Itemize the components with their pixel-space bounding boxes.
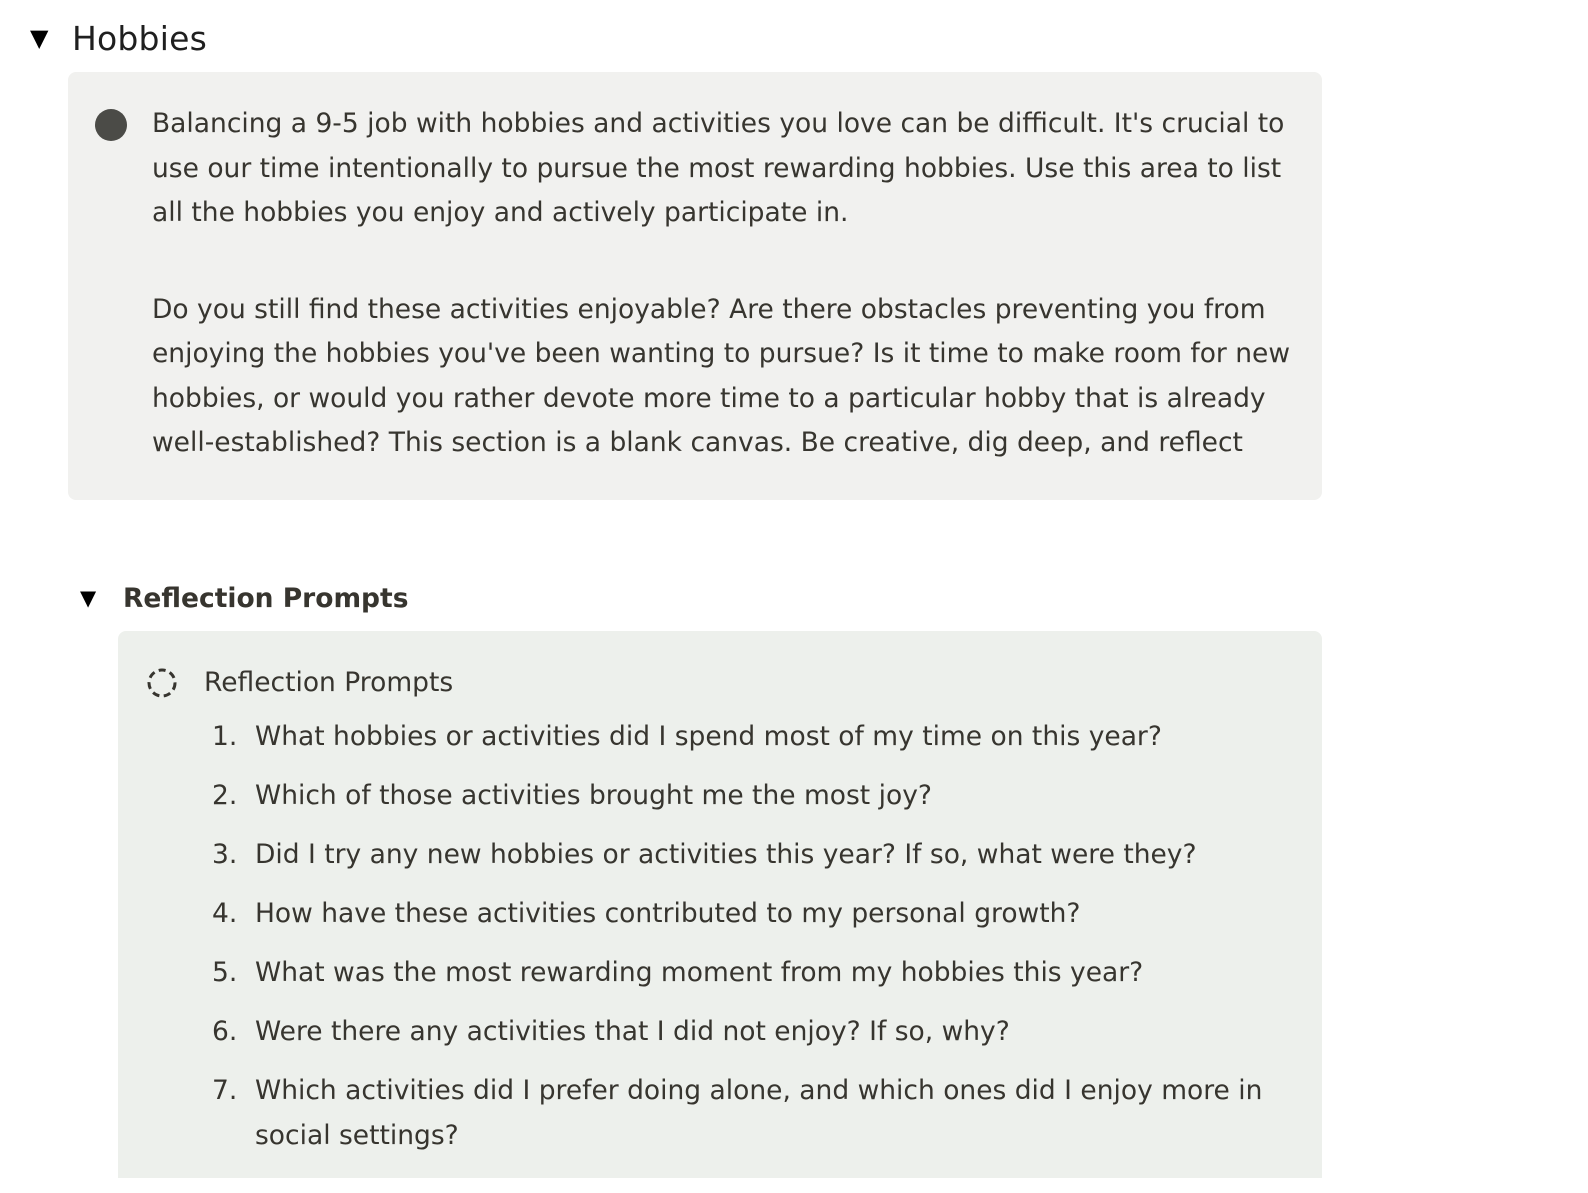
- hobbies-callout-text[interactable]: [152, 102, 1292, 466]
- callout-paragraph: Balancing a 9-5 job with hobbies and activities you love can be difficult. It's crucial to use our time intentionally to pursue the most rewarding hobbies. Use this area to list all the hobbies you enjoy and actively participate in.: [152, 108, 1285, 228]
- list-number: 7.: [212, 1075, 238, 1106]
- list-item[interactable]: [212, 1069, 1292, 1158]
- list-number: 6.: [212, 1016, 238, 1047]
- list-item[interactable]: [212, 715, 1292, 760]
- list-item[interactable]: [212, 1010, 1292, 1055]
- list-item[interactable]: [212, 833, 1292, 878]
- list-number: 5.: [212, 957, 238, 988]
- hobbies-heading: Hobbies: [72, 18, 207, 58]
- reflection-prompt-list: [212, 715, 1292, 1173]
- reflection-prompts-toggle-title: Reflection Prompts: [123, 582, 409, 614]
- list-item-text: Did I try any new hobbies or activities this year? If so, what were they?: [255, 839, 1197, 870]
- list-item[interactable]: [212, 774, 1292, 819]
- callout-paragraph: Do you still find these activities enjoyable? Are there obstacles preventing you from enjoying the hobbies you've been wanting to pursue? Is it time to make room for new hobbies, or would you rather devote more time to a particular hobby that is already well-established? This section is a blank canvas. Be creative, dig deep, and reflect: [152, 293, 1291, 458]
- toggle-arrow-icon[interactable]: ▼: [80, 585, 97, 610]
- hobbies-toggle[interactable]: [30, 16, 207, 60]
- list-item-text: Which of those activities brought me the most joy?: [255, 780, 932, 811]
- hobbies-callout: [68, 72, 1322, 500]
- reflection-prompts-title: Reflection Prompts: [204, 667, 454, 698]
- list-item[interactable]: [212, 951, 1292, 996]
- list-item-text: Which activities did I prefer doing alone, and which ones did I enjoy more in social settings?: [255, 1075, 1263, 1151]
- filled-circle-icon[interactable]: [95, 109, 127, 141]
- list-number: 3.: [212, 839, 238, 870]
- list-number: 2.: [212, 780, 238, 811]
- reflection-prompts-toggle[interactable]: [80, 576, 408, 620]
- reflection-prompts-callout: [118, 631, 1322, 1178]
- list-item[interactable]: [212, 892, 1292, 937]
- list-number: 1.: [212, 721, 238, 752]
- list-item-text: How have these activities contributed to my personal growth?: [255, 898, 1081, 929]
- list-number: 4.: [212, 898, 238, 929]
- list-item-text: What was the most rewarding moment from my hobbies this year?: [255, 957, 1144, 988]
- toggle-arrow-icon[interactable]: ▼: [30, 24, 49, 52]
- list-item-text: Were there any activities that I did not enjoy? If so, why?: [255, 1016, 1010, 1047]
- dashed-circle-icon[interactable]: [146, 667, 178, 699]
- list-item-text: What hobbies or activities did I spend most of my time on this year?: [255, 721, 1162, 752]
